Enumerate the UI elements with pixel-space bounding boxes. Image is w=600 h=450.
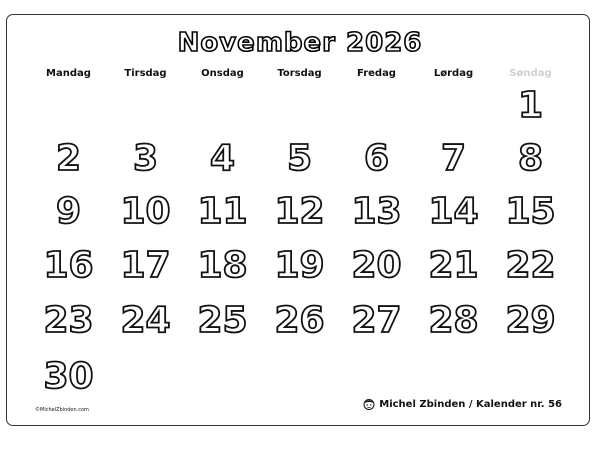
day-cell: 19 (274, 245, 325, 286)
weekday-wednesday: Onsdag (201, 68, 244, 79)
day-cell: 26 (274, 300, 325, 341)
day-cell: 21 (428, 245, 479, 286)
day-cell: 22 (505, 245, 556, 286)
day-cell: 3 (132, 138, 159, 179)
day-cell: 8 (517, 138, 544, 179)
day-cell: 27 (351, 300, 402, 341)
day-cell: 10 (120, 191, 171, 232)
day-cell: 16 (43, 245, 94, 286)
day-cell: 5 (286, 138, 313, 179)
day-cell: 30 (43, 356, 94, 397)
weekday-monday: Mandag (46, 68, 91, 79)
weekday-tuesday: Tirsdag (124, 68, 167, 79)
calendar-title: November 2026 (177, 28, 423, 58)
weekday-thursday: Torsdag (277, 68, 322, 79)
day-cell: 17 (120, 245, 171, 286)
day-cell: 11 (197, 191, 248, 232)
weekday-saturday: Lørdag (433, 68, 474, 79)
day-grid (30, 80, 570, 400)
day-cell: 13 (351, 191, 402, 232)
day-cell: 29 (505, 300, 556, 341)
day-cell: 9 (55, 191, 82, 232)
day-cell: 7 (440, 138, 467, 179)
day-cell: 18 (197, 245, 248, 286)
day-cell: 24 (120, 300, 171, 341)
day-cell: 15 (505, 191, 556, 232)
face-icon (362, 398, 376, 410)
day-cell: 6 (363, 138, 390, 179)
day-cell: 23 (43, 300, 94, 341)
day-cell: 1 (517, 85, 544, 126)
day-cell: 14 (428, 191, 479, 232)
weekday-sunday: Søndag (509, 68, 552, 79)
website-credit: ©MichelZbinden.com (35, 407, 89, 413)
weekday-friday: Fredag (357, 68, 396, 79)
day-cell: 4 (209, 138, 236, 179)
day-cell: 20 (351, 245, 402, 286)
day-cell: 12 (274, 191, 325, 232)
author-credit (362, 398, 562, 410)
author-credit-text: Michel Zbinden / Kalender nr. 56 (379, 398, 562, 410)
day-cell: 28 (428, 300, 479, 341)
day-cell: 2 (55, 138, 82, 179)
day-cell: 25 (197, 300, 248, 341)
